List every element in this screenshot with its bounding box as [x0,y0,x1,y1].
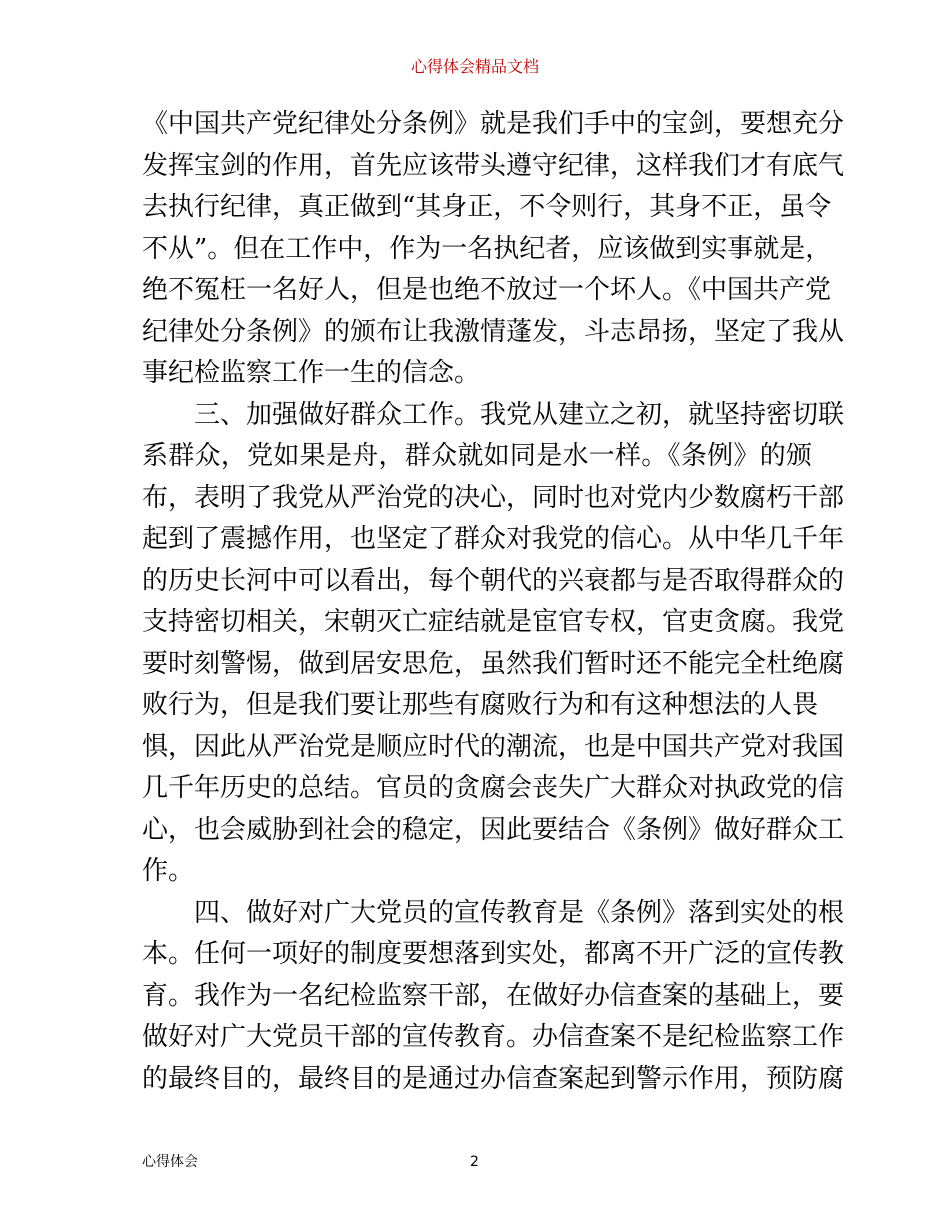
text-line: 做好对广大党员干部的宣传教育。办信查案不是纪检监察工作 [142,1022,845,1052]
paragraph-start-line: 三、加强做好群众工作。我党从建立之初，就坚持密切联 [194,399,845,430]
text-line: 起到了震撼作用，也坚定了群众对我党的信心。从中华几千年 [142,524,845,554]
text-line: 纪律处分条例》的颁布让我激情蓬发，斗志昂扬，坚定了我从 [142,316,845,347]
text-line: 不从”。但在工作中，作为一名执纪者，应该做到实事就是， [142,233,832,264]
text-line: 的最终目的，最终目的是通过办信查案起到警示作用，预防腐 [142,1063,845,1094]
text-line: 支持密切相关，宋朝灭亡症结就是宦官专权，官吏贪腐。我党 [142,607,845,637]
page-number: 2 [470,1154,479,1170]
text-line: 要时刻警惕，做到居安思危，虽然我们暂时还不能完全杜绝腐 [142,648,845,679]
text-line: 育。我作为一名纪检监察干部，在做好办信查案的基础上，要 [142,980,845,1011]
text-line: 惧，因此从严治党是顺应时代的潮流，也是中国共产党对我国 [142,731,845,762]
text-line: 的历史长河中可以看出，每个朝代的兴衰都与是否取得群众的 [142,565,845,596]
paragraph-start-line: 四、做好对广大党员的宣传教育是《条例》落到实处的根 [194,897,845,928]
text-line: 作。 [142,856,195,886]
page-header-title: 心得体会精品文档 [410,57,539,76]
document-body [142,104,845,1100]
text-line: 几千年历史的总结。官员的贪腐会丧失广大群众对执政党的信 [142,773,845,803]
text-line: 去执行纪律，真正做到“其身正，不令则行，其身不正，虽令 [142,192,832,222]
text-line: 系群众，党如果是舟，群众就如同是水一样。《条例》的颁 [142,441,812,471]
text-line: 心，也会威胁到社会的稳定，因此要结合《条例》做好群众工 [142,814,845,845]
text-line: 《中国共产党纪律处分条例》就是我们手中的宝剑，要想充分 [142,109,845,139]
text-line: 败行为，但是我们要让那些有腐败行为和有这种想法的人畏 [142,690,819,720]
text-line: 布，表明了我党从严治党的决心，同时也对党内少数腐朽干部 [142,482,845,513]
text-line: 发挥宝剑的作用，首先应该带头遵守纪律，这样我们才有底气 [142,150,845,181]
footer-label: 心得体会 [142,1154,198,1170]
text-line: 本。任何一项好的制度要想落到实处，都离不开广泛的宣传教 [142,939,845,969]
text-line: 事纪检监察工作一生的信念。 [142,358,481,388]
text-line: 绝不冤枉一名好人，但是也绝不放过一个坏人。《中国共产党 [142,275,832,305]
